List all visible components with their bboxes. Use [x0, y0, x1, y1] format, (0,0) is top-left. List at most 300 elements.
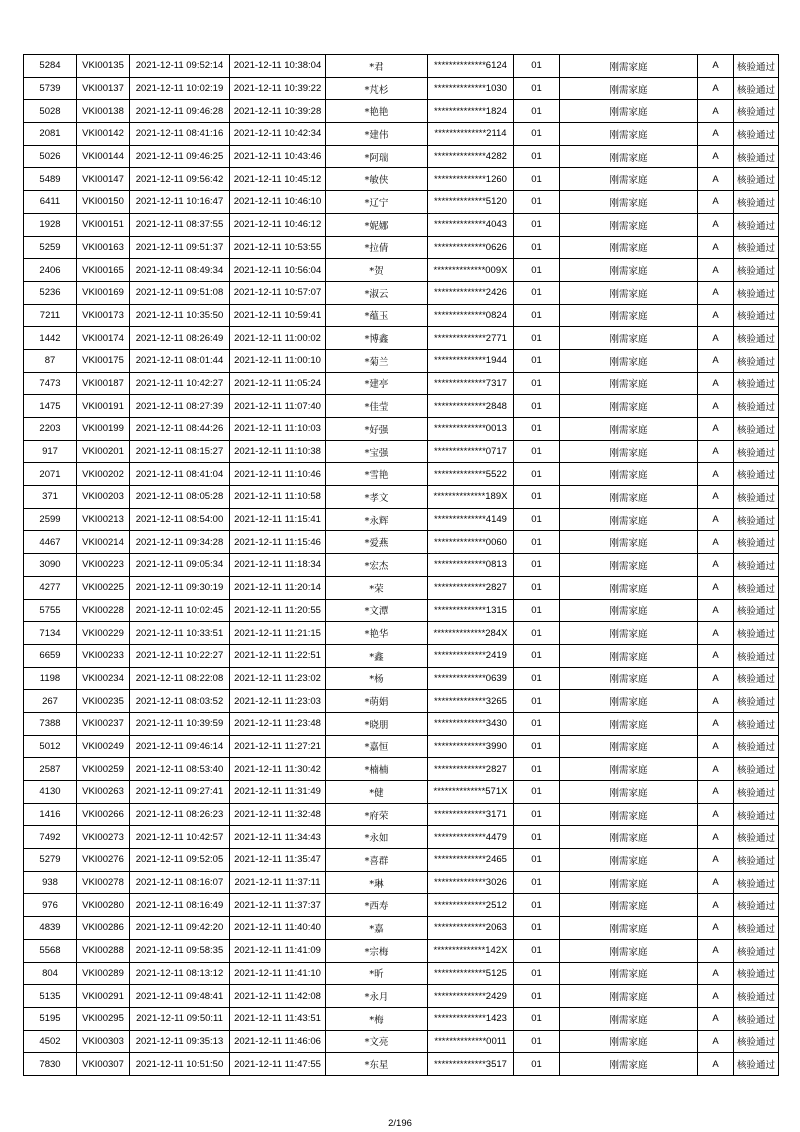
family-type-cell: 刚需家庭 — [560, 917, 698, 940]
verify-time-cell: 2021-12-11 10:45:12 — [230, 168, 326, 191]
category-code-cell: 01 — [514, 508, 560, 531]
application-id-cell: VKI00165 — [77, 259, 130, 282]
verification-status-cell: 核验通过 — [734, 985, 779, 1008]
verify-time-cell: 2021-12-11 11:35:47 — [230, 849, 326, 872]
verification-status-cell: 核验通过 — [734, 781, 779, 804]
verification-status-cell: 核验通过 — [734, 849, 779, 872]
id-number-cell: **************0824 — [428, 304, 514, 327]
submit-time-cell: 2021-12-11 08:03:52 — [130, 690, 230, 713]
verification-status-cell: 核验通过 — [734, 803, 779, 826]
applicant-name-cell: *嘉 — [326, 917, 428, 940]
category-code-cell: 01 — [514, 849, 560, 872]
sequence-number-cell: 5135 — [24, 985, 77, 1008]
sequence-number-cell: 7830 — [24, 1053, 77, 1076]
submit-time-cell: 2021-12-11 09:51:08 — [130, 281, 230, 304]
family-type-cell: 刚需家庭 — [560, 77, 698, 100]
family-type-cell: 刚需家庭 — [560, 644, 698, 667]
sequence-number-cell: 1928 — [24, 213, 77, 236]
submit-time-cell: 2021-12-11 09:50:11 — [130, 1007, 230, 1030]
verification-status-cell: 核验通过 — [734, 123, 779, 146]
id-number-cell: **************3171 — [428, 803, 514, 826]
family-type-cell: 刚需家庭 — [560, 712, 698, 735]
sequence-number-cell: 976 — [24, 894, 77, 917]
category-code-cell: 01 — [514, 486, 560, 509]
verification-status-cell: 核验通过 — [734, 735, 779, 758]
sequence-number-cell: 4277 — [24, 576, 77, 599]
verification-status-cell: 核验通过 — [734, 259, 779, 282]
application-id-cell: VKI00263 — [77, 781, 130, 804]
submit-time-cell: 2021-12-11 08:16:07 — [130, 871, 230, 894]
application-id-cell: VKI00214 — [77, 531, 130, 554]
table-body — [24, 55, 779, 1076]
sequence-number-cell: 4467 — [24, 531, 77, 554]
id-number-cell: **************0626 — [428, 236, 514, 259]
table-row — [24, 236, 779, 259]
family-type-cell: 刚需家庭 — [560, 599, 698, 622]
sequence-number-cell: 5028 — [24, 100, 77, 123]
sequence-number-cell: 5195 — [24, 1007, 77, 1030]
category-code-cell: 01 — [514, 735, 560, 758]
category-code-cell: 01 — [514, 622, 560, 645]
table-row — [24, 372, 779, 395]
submit-time-cell: 2021-12-11 09:46:28 — [130, 100, 230, 123]
applicant-name-cell: *佳莹 — [326, 395, 428, 418]
applicant-name-cell: *东星 — [326, 1053, 428, 1076]
sequence-number-cell: 5568 — [24, 939, 77, 962]
id-number-cell: **************1423 — [428, 1007, 514, 1030]
application-id-cell: VKI00276 — [77, 849, 130, 872]
table-row — [24, 77, 779, 100]
submit-time-cell: 2021-12-11 08:41:16 — [130, 123, 230, 146]
table-row — [24, 667, 779, 690]
verification-status-cell: 核验通过 — [734, 712, 779, 735]
family-type-cell: 刚需家庭 — [560, 440, 698, 463]
table-row — [24, 395, 779, 418]
verification-status-cell: 核验通过 — [734, 191, 779, 214]
id-number-cell: **************2063 — [428, 917, 514, 940]
id-number-cell: **************189X — [428, 486, 514, 509]
verification-status-cell: 核验通过 — [734, 168, 779, 191]
grade-cell: A — [698, 281, 734, 304]
applicant-name-cell: *楠楠 — [326, 758, 428, 781]
family-type-cell: 刚需家庭 — [560, 803, 698, 826]
category-code-cell: 01 — [514, 939, 560, 962]
family-type-cell: 刚需家庭 — [560, 213, 698, 236]
verify-time-cell: 2021-12-11 10:39:28 — [230, 100, 326, 123]
category-code-cell: 01 — [514, 1030, 560, 1053]
verify-time-cell: 2021-12-11 11:10:03 — [230, 418, 326, 441]
grade-cell: A — [698, 803, 734, 826]
sequence-number-cell: 1475 — [24, 395, 77, 418]
sequence-number-cell: 5489 — [24, 168, 77, 191]
submit-time-cell: 2021-12-11 10:51:50 — [130, 1053, 230, 1076]
id-number-cell: **************0813 — [428, 554, 514, 577]
grade-cell: A — [698, 871, 734, 894]
table-row — [24, 486, 779, 509]
verify-time-cell: 2021-12-11 11:31:49 — [230, 781, 326, 804]
id-number-cell: **************5125 — [428, 962, 514, 985]
verification-status-cell: 核验通过 — [734, 576, 779, 599]
family-type-cell: 刚需家庭 — [560, 349, 698, 372]
grade-cell: A — [698, 440, 734, 463]
family-type-cell: 刚需家庭 — [560, 123, 698, 146]
table-row — [24, 599, 779, 622]
verify-time-cell: 2021-12-11 11:10:58 — [230, 486, 326, 509]
category-code-cell: 01 — [514, 77, 560, 100]
verify-time-cell: 2021-12-11 11:07:40 — [230, 395, 326, 418]
verify-time-cell: 2021-12-11 11:42:08 — [230, 985, 326, 1008]
id-number-cell: **************2512 — [428, 894, 514, 917]
submit-time-cell: 2021-12-11 10:35:50 — [130, 304, 230, 327]
application-id-cell: VKI00187 — [77, 372, 130, 395]
applicant-name-cell: *晓朋 — [326, 712, 428, 735]
applicant-name-cell: *昕 — [326, 962, 428, 985]
applicant-name-cell: *文潭 — [326, 599, 428, 622]
family-type-cell: 刚需家庭 — [560, 55, 698, 78]
table-row — [24, 281, 779, 304]
applicant-name-cell: *宏杰 — [326, 554, 428, 577]
family-type-cell: 刚需家庭 — [560, 735, 698, 758]
application-id-cell: VKI00169 — [77, 281, 130, 304]
verify-time-cell: 2021-12-11 10:43:46 — [230, 145, 326, 168]
application-id-cell: VKI00234 — [77, 667, 130, 690]
table-row — [24, 1030, 779, 1053]
verify-time-cell: 2021-12-11 11:23:03 — [230, 690, 326, 713]
id-number-cell: **************2465 — [428, 849, 514, 872]
applicant-name-cell: *宝强 — [326, 440, 428, 463]
family-type-cell: 刚需家庭 — [560, 849, 698, 872]
id-number-cell: **************3990 — [428, 735, 514, 758]
verification-status-cell: 核验通过 — [734, 894, 779, 917]
id-number-cell: **************3517 — [428, 1053, 514, 1076]
table-row — [24, 440, 779, 463]
sequence-number-cell: 3090 — [24, 554, 77, 577]
table-row — [24, 508, 779, 531]
verification-status-cell: 核验通过 — [734, 418, 779, 441]
application-id-cell: VKI00291 — [77, 985, 130, 1008]
family-type-cell: 刚需家庭 — [560, 236, 698, 259]
grade-cell: A — [698, 917, 734, 940]
verify-time-cell: 2021-12-11 11:23:48 — [230, 712, 326, 735]
id-number-cell: **************571X — [428, 781, 514, 804]
verification-status-cell: 核验通过 — [734, 349, 779, 372]
sequence-number-cell: 7388 — [24, 712, 77, 735]
submit-time-cell: 2021-12-11 08:16:49 — [130, 894, 230, 917]
grade-cell: A — [698, 667, 734, 690]
verify-time-cell: 2021-12-11 11:20:14 — [230, 576, 326, 599]
grade-cell: A — [698, 463, 734, 486]
applicant-name-cell: *菊兰 — [326, 349, 428, 372]
applicant-name-cell: *淑云 — [326, 281, 428, 304]
submit-time-cell: 2021-12-11 08:44:26 — [130, 418, 230, 441]
table-row — [24, 123, 779, 146]
submit-time-cell: 2021-12-11 09:51:37 — [130, 236, 230, 259]
id-number-cell: **************1315 — [428, 599, 514, 622]
submit-time-cell: 2021-12-11 08:37:55 — [130, 213, 230, 236]
category-code-cell: 01 — [514, 758, 560, 781]
applicant-name-cell: *文亮 — [326, 1030, 428, 1053]
applicant-name-cell: *西寿 — [326, 894, 428, 917]
family-type-cell: 刚需家庭 — [560, 281, 698, 304]
id-number-cell: **************2426 — [428, 281, 514, 304]
sequence-number-cell: 4839 — [24, 917, 77, 940]
application-id-cell: VKI00235 — [77, 690, 130, 713]
verify-time-cell: 2021-12-11 11:40:40 — [230, 917, 326, 940]
grade-cell: A — [698, 599, 734, 622]
submit-time-cell: 2021-12-11 09:56:42 — [130, 168, 230, 191]
grade-cell: A — [698, 418, 734, 441]
table-row — [24, 712, 779, 735]
application-id-cell: VKI00175 — [77, 349, 130, 372]
submit-time-cell: 2021-12-11 09:42:20 — [130, 917, 230, 940]
submit-time-cell: 2021-12-11 10:02:45 — [130, 599, 230, 622]
verification-status-cell: 核验通过 — [734, 304, 779, 327]
sequence-number-cell: 5236 — [24, 281, 77, 304]
grade-cell: A — [698, 1053, 734, 1076]
family-type-cell: 刚需家庭 — [560, 758, 698, 781]
applicant-name-cell: *阿瑞 — [326, 145, 428, 168]
applicant-name-cell: *爱燕 — [326, 531, 428, 554]
category-code-cell: 01 — [514, 213, 560, 236]
category-code-cell: 01 — [514, 236, 560, 259]
application-id-cell: VKI00202 — [77, 463, 130, 486]
submit-time-cell: 2021-12-11 08:26:23 — [130, 803, 230, 826]
id-number-cell: **************4479 — [428, 826, 514, 849]
verification-status-cell: 核验通过 — [734, 440, 779, 463]
id-number-cell: **************1824 — [428, 100, 514, 123]
verification-status-cell: 核验通过 — [734, 486, 779, 509]
sequence-number-cell: 7134 — [24, 622, 77, 645]
applicant-name-cell: *建伟 — [326, 123, 428, 146]
verification-status-cell: 核验通过 — [734, 100, 779, 123]
submit-time-cell: 2021-12-11 09:34:28 — [130, 531, 230, 554]
sequence-number-cell: 87 — [24, 349, 77, 372]
family-type-cell: 刚需家庭 — [560, 576, 698, 599]
id-number-cell: **************284X — [428, 622, 514, 645]
grade-cell: A — [698, 781, 734, 804]
sequence-number-cell: 1442 — [24, 327, 77, 350]
verify-time-cell: 2021-12-11 10:53:55 — [230, 236, 326, 259]
grade-cell: A — [698, 259, 734, 282]
id-number-cell: **************3265 — [428, 690, 514, 713]
applicant-name-cell: *好强 — [326, 418, 428, 441]
table-row — [24, 849, 779, 872]
category-code-cell: 01 — [514, 372, 560, 395]
id-number-cell: **************3430 — [428, 712, 514, 735]
verification-status-cell: 核验通过 — [734, 395, 779, 418]
verify-time-cell: 2021-12-11 11:00:02 — [230, 327, 326, 350]
category-code-cell: 01 — [514, 554, 560, 577]
sequence-number-cell: 7473 — [24, 372, 77, 395]
verify-time-cell: 2021-12-11 11:41:10 — [230, 962, 326, 985]
verification-status-cell: 核验通过 — [734, 758, 779, 781]
category-code-cell: 01 — [514, 463, 560, 486]
verify-time-cell: 2021-12-11 10:46:12 — [230, 213, 326, 236]
verify-time-cell: 2021-12-11 11:43:51 — [230, 1007, 326, 1030]
verification-status-cell: 核验通过 — [734, 667, 779, 690]
verify-time-cell: 2021-12-11 11:10:46 — [230, 463, 326, 486]
verification-status-cell: 核验通过 — [734, 962, 779, 985]
application-id-cell: VKI00273 — [77, 826, 130, 849]
verify-time-cell: 2021-12-11 10:59:41 — [230, 304, 326, 327]
sequence-number-cell: 2203 — [24, 418, 77, 441]
submit-time-cell: 2021-12-11 10:33:51 — [130, 622, 230, 645]
sequence-number-cell: 804 — [24, 962, 77, 985]
family-type-cell: 刚需家庭 — [560, 667, 698, 690]
category-code-cell: 01 — [514, 781, 560, 804]
id-number-cell: **************5522 — [428, 463, 514, 486]
family-type-cell: 刚需家庭 — [560, 554, 698, 577]
category-code-cell: 01 — [514, 418, 560, 441]
category-code-cell: 01 — [514, 55, 560, 78]
table-row — [24, 191, 779, 214]
category-code-cell: 01 — [514, 100, 560, 123]
category-code-cell: 01 — [514, 667, 560, 690]
grade-cell: A — [698, 100, 734, 123]
family-type-cell: 刚需家庭 — [560, 1053, 698, 1076]
verify-time-cell: 2021-12-11 11:37:37 — [230, 894, 326, 917]
verification-status-cell: 核验通过 — [734, 531, 779, 554]
application-id-cell: VKI00288 — [77, 939, 130, 962]
family-type-cell: 刚需家庭 — [560, 145, 698, 168]
grade-cell: A — [698, 349, 734, 372]
sequence-number-cell: 917 — [24, 440, 77, 463]
table-row — [24, 168, 779, 191]
category-code-cell: 01 — [514, 871, 560, 894]
table-row — [24, 803, 779, 826]
grade-cell: A — [698, 1030, 734, 1053]
verification-status-cell: 核验通过 — [734, 939, 779, 962]
verify-time-cell: 2021-12-11 10:39:22 — [230, 77, 326, 100]
verification-status-cell: 核验通过 — [734, 690, 779, 713]
submit-time-cell: 2021-12-11 10:02:19 — [130, 77, 230, 100]
family-type-cell: 刚需家庭 — [560, 622, 698, 645]
verification-status-cell: 核验通过 — [734, 871, 779, 894]
submit-time-cell: 2021-12-11 09:58:35 — [130, 939, 230, 962]
category-code-cell: 01 — [514, 395, 560, 418]
category-code-cell: 01 — [514, 123, 560, 146]
verify-time-cell: 2021-12-11 10:57:07 — [230, 281, 326, 304]
table-row — [24, 826, 779, 849]
applicant-name-cell: *鑫 — [326, 644, 428, 667]
family-type-cell: 刚需家庭 — [560, 327, 698, 350]
verification-status-cell: 核验通过 — [734, 1053, 779, 1076]
verification-status-cell: 核验通过 — [734, 327, 779, 350]
application-id-cell: VKI00278 — [77, 871, 130, 894]
submit-time-cell: 2021-12-11 08:22:08 — [130, 667, 230, 690]
application-id-cell: VKI00163 — [77, 236, 130, 259]
applicant-name-cell: *君 — [326, 55, 428, 78]
submit-time-cell: 2021-12-11 08:54:00 — [130, 508, 230, 531]
family-type-cell: 刚需家庭 — [560, 486, 698, 509]
submit-time-cell: 2021-12-11 10:42:27 — [130, 372, 230, 395]
family-type-cell: 刚需家庭 — [560, 395, 698, 418]
grade-cell: A — [698, 962, 734, 985]
family-type-cell: 刚需家庭 — [560, 168, 698, 191]
category-code-cell: 01 — [514, 1007, 560, 1030]
verify-time-cell: 2021-12-11 11:30:42 — [230, 758, 326, 781]
sequence-number-cell: 267 — [24, 690, 77, 713]
category-code-cell: 01 — [514, 826, 560, 849]
sequence-number-cell: 6411 — [24, 191, 77, 214]
application-id-cell: VKI00228 — [77, 599, 130, 622]
grade-cell: A — [698, 576, 734, 599]
category-code-cell: 01 — [514, 803, 560, 826]
id-number-cell: **************2771 — [428, 327, 514, 350]
applicant-name-cell: *永月 — [326, 985, 428, 1008]
application-id-cell: VKI00303 — [77, 1030, 130, 1053]
table-row — [24, 259, 779, 282]
table-row — [24, 781, 779, 804]
application-id-cell: VKI00137 — [77, 77, 130, 100]
verify-time-cell: 2021-12-11 11:05:24 — [230, 372, 326, 395]
family-type-cell: 刚需家庭 — [560, 1007, 698, 1030]
grade-cell: A — [698, 372, 734, 395]
submit-time-cell: 2021-12-11 08:13:12 — [130, 962, 230, 985]
sequence-number-cell: 5284 — [24, 55, 77, 78]
grade-cell: A — [698, 554, 734, 577]
family-type-cell: 刚需家庭 — [560, 259, 698, 282]
applicant-name-cell: *辽宁 — [326, 191, 428, 214]
sequence-number-cell: 2071 — [24, 463, 77, 486]
applicant-name-cell: *宗梅 — [326, 939, 428, 962]
table-row — [24, 554, 779, 577]
applicant-name-cell: *荣 — [326, 576, 428, 599]
verify-time-cell: 2021-12-11 10:56:04 — [230, 259, 326, 282]
application-id-cell: VKI00151 — [77, 213, 130, 236]
id-number-cell: **************009X — [428, 259, 514, 282]
verify-time-cell: 2021-12-11 11:18:34 — [230, 554, 326, 577]
verification-status-cell: 核验通过 — [734, 1007, 779, 1030]
table-row — [24, 917, 779, 940]
grade-cell: A — [698, 236, 734, 259]
sequence-number-cell: 2599 — [24, 508, 77, 531]
sequence-number-cell: 938 — [24, 871, 77, 894]
applicant-name-cell: *喜群 — [326, 849, 428, 872]
table-row — [24, 531, 779, 554]
verify-time-cell: 2021-12-11 11:27:21 — [230, 735, 326, 758]
table-row — [24, 758, 779, 781]
application-id-cell: VKI00249 — [77, 735, 130, 758]
application-id-cell: VKI00289 — [77, 962, 130, 985]
id-number-cell: **************6124 — [428, 55, 514, 78]
verification-status-cell: 核验通过 — [734, 281, 779, 304]
sequence-number-cell: 5012 — [24, 735, 77, 758]
family-type-cell: 刚需家庭 — [560, 372, 698, 395]
verification-status-cell: 核验通过 — [734, 372, 779, 395]
verify-time-cell: 2021-12-11 10:38:04 — [230, 55, 326, 78]
id-number-cell: **************3026 — [428, 871, 514, 894]
id-number-cell: **************7317 — [428, 372, 514, 395]
family-type-cell: 刚需家庭 — [560, 826, 698, 849]
sequence-number-cell: 2081 — [24, 123, 77, 146]
verification-status-cell: 核验通过 — [734, 1030, 779, 1053]
submit-time-cell: 2021-12-11 09:27:41 — [130, 781, 230, 804]
applicant-name-cell: *杨 — [326, 667, 428, 690]
applicant-name-cell: *永辉 — [326, 508, 428, 531]
table-row — [24, 690, 779, 713]
category-code-cell: 01 — [514, 644, 560, 667]
id-number-cell: **************2848 — [428, 395, 514, 418]
submit-time-cell: 2021-12-11 10:22:27 — [130, 644, 230, 667]
submit-time-cell: 2021-12-11 09:30:19 — [130, 576, 230, 599]
records-table — [23, 54, 779, 1076]
application-id-cell: VKI00199 — [77, 418, 130, 441]
grade-cell: A — [698, 894, 734, 917]
grade-cell: A — [698, 531, 734, 554]
category-code-cell: 01 — [514, 531, 560, 554]
family-type-cell: 刚需家庭 — [560, 304, 698, 327]
